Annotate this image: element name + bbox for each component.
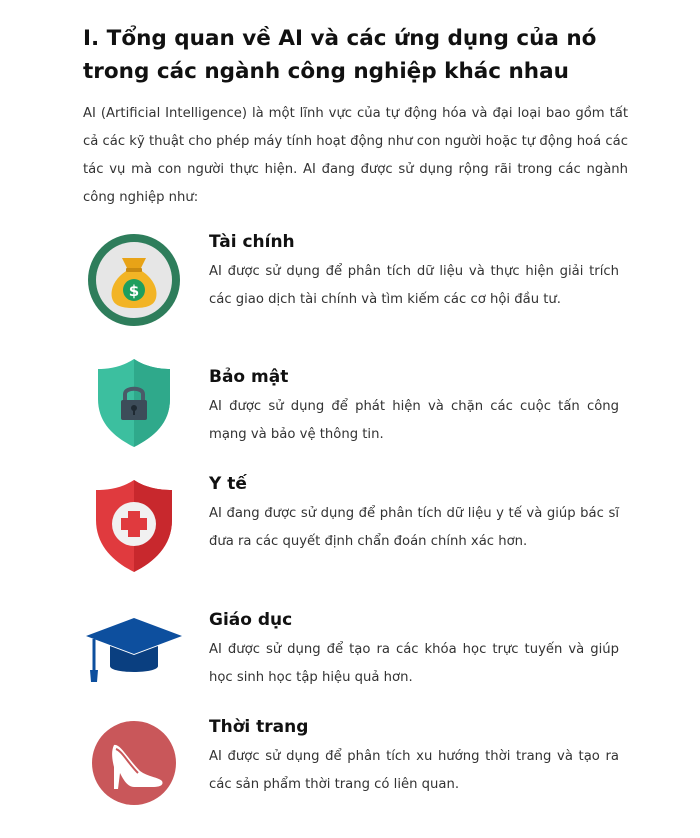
page-title: I. Tổng quan về AI và các ứng dụng của nó trong các ngành công nghiệp khác nhau (83, 26, 597, 84)
section-fashion (0, 715, 700, 825)
svg-text:$: $ (128, 282, 140, 300)
intro-paragraph: AI (Artificial Intelligence) là một lĩnh vực của tự động hóa và đại loại bao gồm tất cả các kỹ thuật cho phép máy tính hoạt động như con người hoặc tự động hoá các tác vụ mà con người thực hiện. AI đang được sử dụng rộng rãi trong các ngành công nghiệp như: (83, 106, 628, 205)
section-title: Thời trang (209, 717, 309, 737)
section-security (0, 365, 700, 455)
graduation-cap-icon (84, 600, 184, 700)
high-heel-shoe-icon (84, 715, 184, 815)
medical-shield-cross-icon (84, 474, 184, 574)
section-education (0, 608, 700, 698)
section-body: AI được sử dụng để tạo ra các khóa học trực tuyến và giúp học sinh học tập hiệu quả hơn. (209, 642, 619, 685)
section-health (0, 472, 700, 582)
section-title: Tài chính (209, 232, 295, 252)
security-shield-lock-icon (84, 351, 184, 451)
section-title: Bảo mật (209, 367, 289, 387)
section-body: AI đang được sử dụng để phân tích dữ liệu y tế và giúp bác sĩ đưa ra các quyết định chẩn đoán chính xác hơn. (209, 506, 619, 549)
section-body: AI được sử dụng để phát hiện và chặn các cuộc tấn công mạng và bảo vệ thông tin. (209, 399, 619, 442)
section-body: AI được sử dụng để phân tích dữ liệu và thực hiện giải trích các giao dịch tài chính và tìm kiếm các cơ hội đầu tư. (209, 264, 619, 307)
section-body: AI được sử dụng để phân tích xu hướng thời trang và tạo ra các sản phẩm thời trang có liên quan. (209, 749, 619, 792)
section-title: Giáo dục (209, 610, 293, 630)
section-finance (0, 230, 700, 340)
money-bag-icon (84, 230, 184, 330)
section-title: Y tế (209, 474, 247, 494)
